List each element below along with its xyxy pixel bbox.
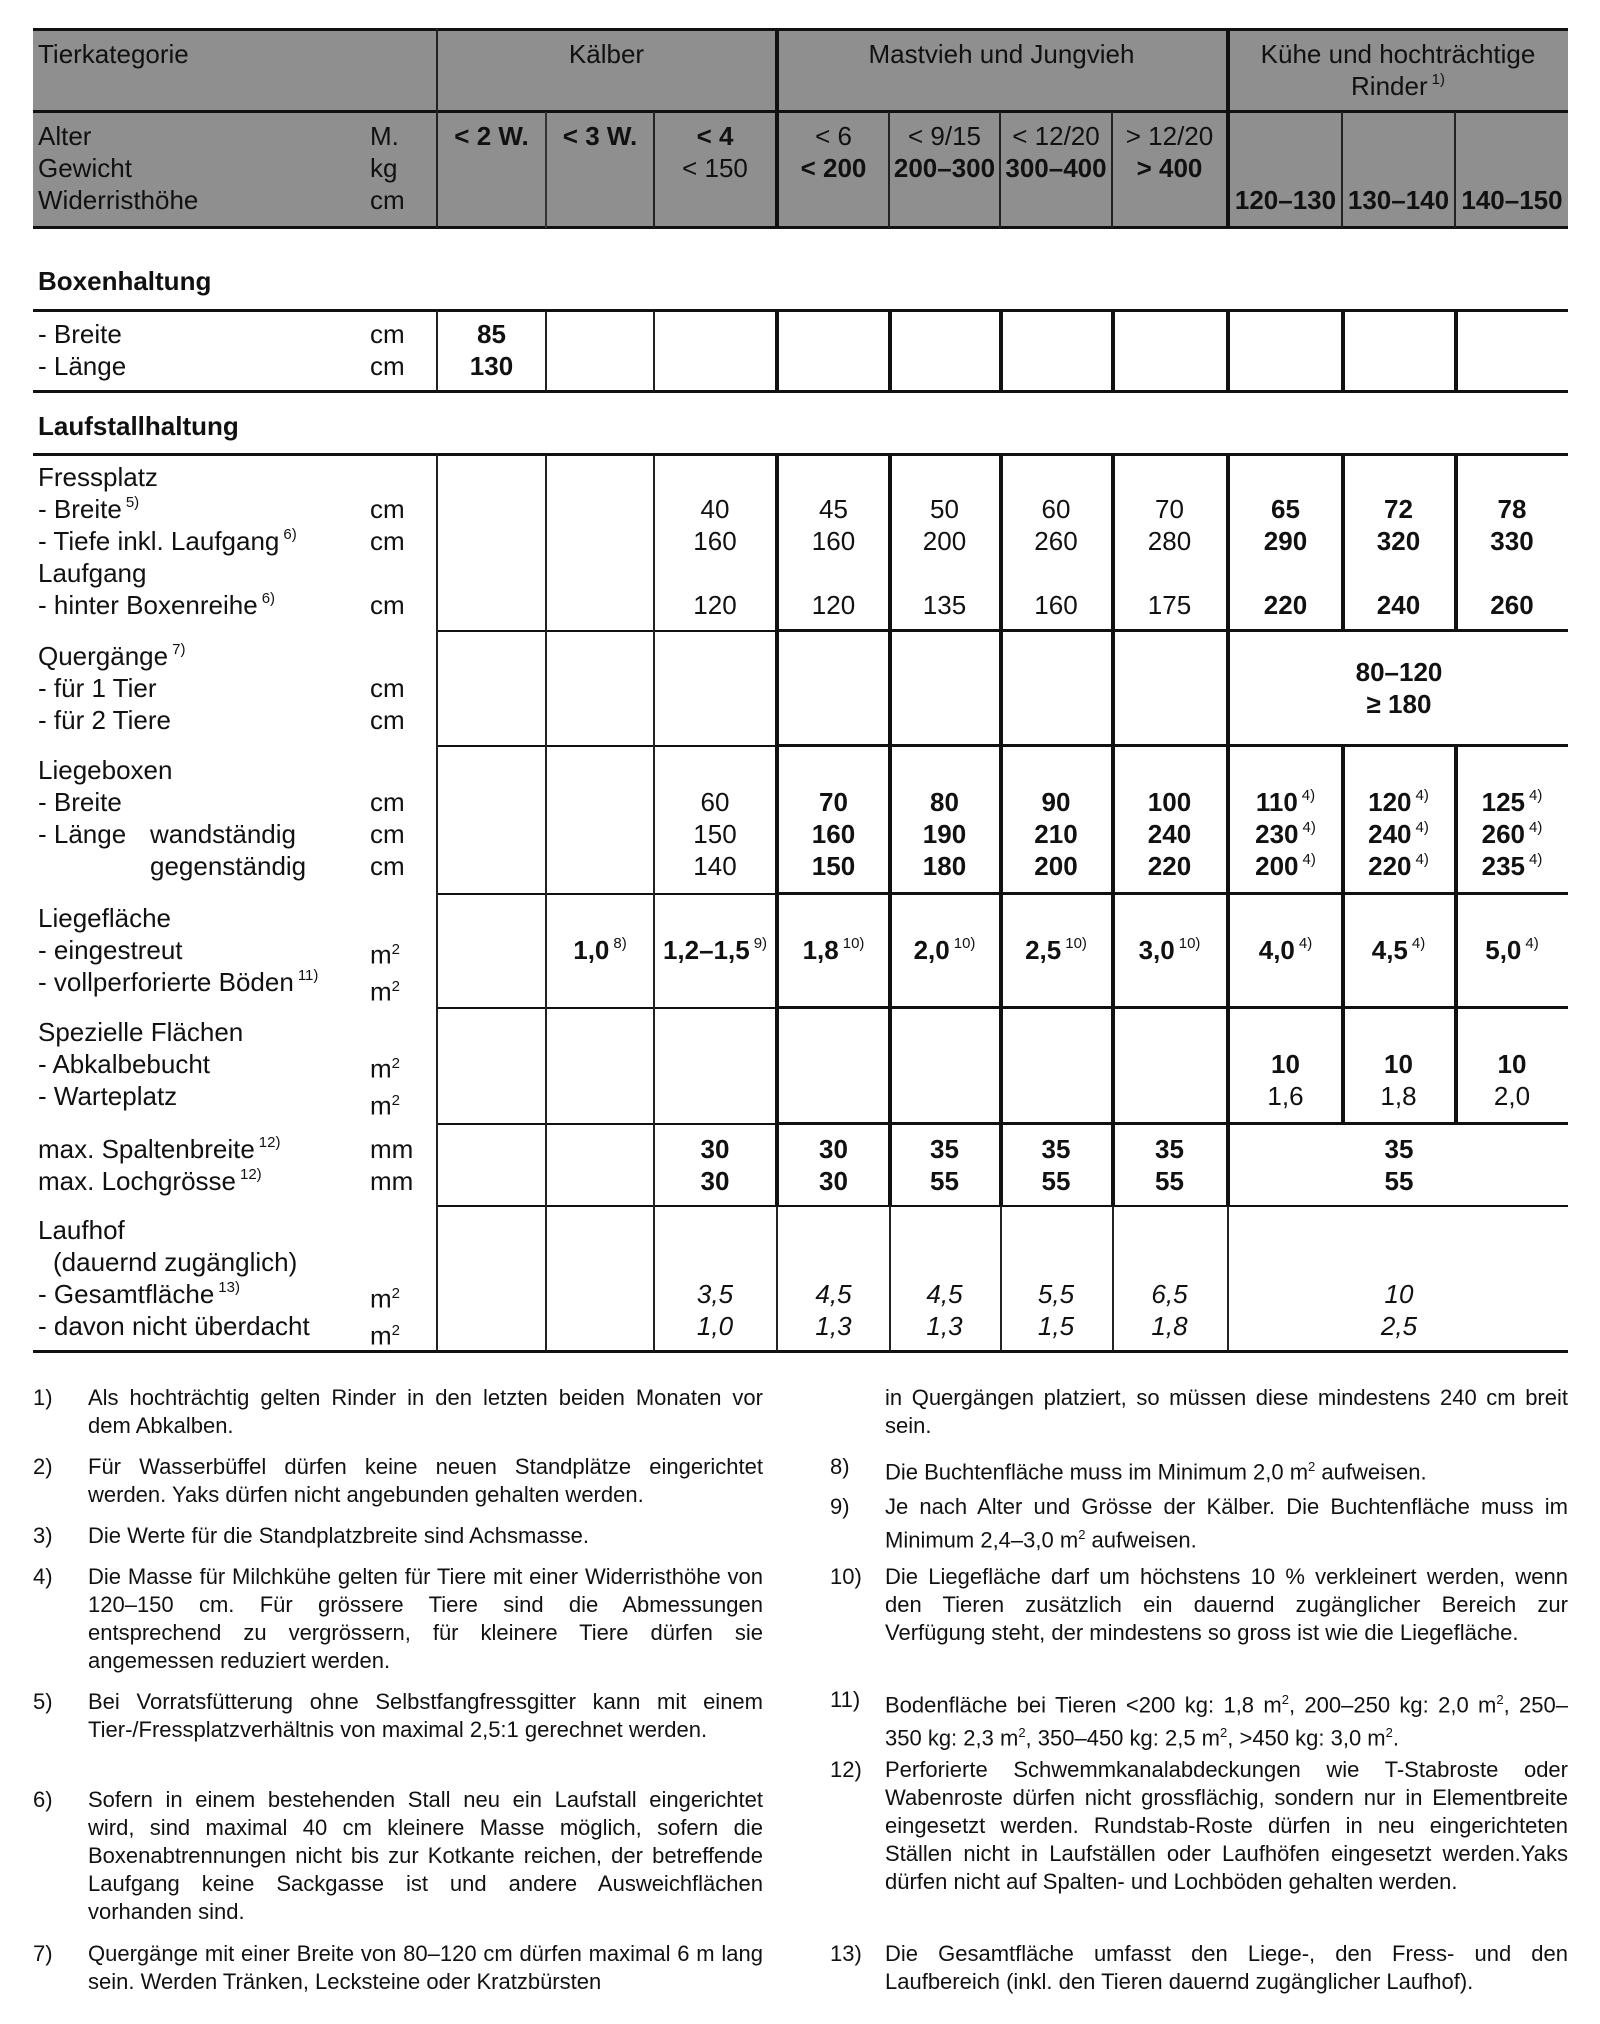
header-col-4: < 6 < 200 [800,121,867,183]
section-laufstallhaltung: Laufstallhaltung [38,411,239,441]
header-row-labels: Alter Gewicht Widerristhöhe [38,121,199,215]
fressplatz-labels: Fressplatz - Breite $^{5)}$ - Tiefe inkl. Laufgang $^{6)}$ Laufgang - hinter Boxenreihe $^{6)}$ [38,462,297,620]
laufhof-col-7: 6,5 1,8 [1151,1279,1188,1341]
laufhof-col-6: 5,5 1,5 [1037,1279,1075,1341]
fressplatz-col-3: 40 160 120 [693,494,737,620]
quergaenge-kuehe-values: 80–120 ≥ 180 [1355,657,1443,719]
spalten-units: mm mm [370,1134,414,1196]
header-col-9: 130–140 [1347,185,1450,215]
header-col-6: < 12/20 300–400 [1005,121,1107,183]
spezielle-units: $m^2$ $m^2$ [370,1053,401,1121]
header-bottom-border [33,226,1568,229]
spalten-col-7: 35 55 [1155,1134,1184,1196]
liegeflaeche-labels: Liegefläche - eingestreut - vollperforierte Böden $^{11)}$ [38,903,319,997]
boxen-divider [888,311,892,391]
laufhof-col-3: 3,5 1,0 [696,1279,734,1341]
header-col-7: > 12/20 > 400 [1125,121,1214,183]
header-col-1: < 2 W. [454,121,529,151]
spalten-labels: max. Spaltenbreite $^{12)}$ max. Lochgrösse $^{12)}$ [38,1134,281,1196]
liegeboxen-col-5: 80 190 180 [922,787,967,881]
footnote-13: 13) Die Gesamtfläche umfasst den Liege-, den Fress- und den Laufbereich (inkl. den Tieren dauernd zugänglicher Laufhof). [830,1941,1568,1994]
liegeboxen-col-6: 90 210 200 [1034,787,1078,881]
liegeboxen-units: cm cm cm [370,787,405,881]
spezielle-col-10: 10 2,0 [1493,1049,1531,1111]
fressplatz-col-10: 78 330 260 [1490,494,1534,620]
header-col-3: < 4 < 150 [682,121,748,183]
header-top-border [33,28,1568,31]
header-col-5: < 9/15 200–300 [893,121,996,183]
spalten-col-5: 35 55 [930,1134,959,1196]
liegeboxen-col-4: 70 160 150 [811,787,856,881]
fressplatz-col-6: 60 260 160 [1034,494,1078,620]
row-separator [437,893,777,895]
group-mastvieh: Mastvieh und Jungvieh [868,39,1135,69]
row-separator [777,1122,1568,1125]
laufhof-units: $m^2$ $m^2$ [370,1283,401,1351]
col-divider [776,1206,778,1351]
liegeboxen-col-9: 120 $^{4)}$ 240 $^{4)}$ 220 $^{4)}$ [1368,787,1429,881]
liegeflaeche-col-3: 1,2–1,5 $^{9)}$ [662,935,768,965]
liegeflaeche-col-8: 4,0 $^{4)}$ [1258,935,1313,965]
boxen-divider [545,311,547,391]
row-separator [777,744,1568,747]
spalten-kuehe: 35 55 [1384,1134,1414,1196]
row-separator [777,892,1568,895]
header-col-10: 140–150 [1461,185,1563,215]
spalten-col-6: 35 55 [1041,1134,1071,1196]
group-kaelber: Kälber [568,39,645,69]
row-separator [777,629,1568,632]
section-boxenhaltung: Boxenhaltung [38,266,212,296]
boxen-values-col-1: 85 130 [469,319,514,381]
spalten-col-3: 30 30 [700,1134,730,1196]
liegeflaeche-col-5: 2,0 $^{10)}$ [913,935,976,965]
liegeflaeche-col-4: 1,8 $^{10)}$ [802,935,865,965]
footnote-2: 2) Für Wasserbüffel dürfen keine neuen Standplätze eingerichtet werden. Yaks dürfen nicht angebunden gehalten werden. [33,1454,763,1507]
boxen-divider [1111,311,1115,391]
boxen-row-labels: - Breite - Länge [38,319,127,381]
liegeflaeche-col-6: 2,5 $^{10)}$ [1025,935,1087,965]
row-separator [777,1006,1568,1009]
liegeboxen-col-7: 100 240 220 [1147,787,1192,881]
boxen-row-units: cm cm [370,319,405,381]
row-separator [437,1123,777,1125]
lauf-bottom-border [33,1350,1568,1353]
boxen-divider [1341,311,1345,391]
liegeboxen-col-3: 60 150 140 [693,787,737,881]
boxen-bottom-border [33,390,1568,393]
col-divider [436,455,438,1351]
spezielle-col-9: 10 1,8 [1380,1049,1417,1111]
quergaenge-labels: Quergänge $^{7)}$ - für 1 Tier - für 2 Tiere [38,641,186,735]
spezielle-labels: Spezielle Flächen - Abkalbebucht - Warteplatz [38,1017,244,1111]
group-kuehe: Kühe und hochträchtige Rinder $^{1)}$ [1260,39,1536,101]
laufhof-col-4: 4,5 1,3 [815,1279,852,1341]
liegeboxen-col-10: 125 $^{4)}$ 260 $^{4)}$ 235 $^{4)}$ [1481,787,1543,881]
footnote-8: 8) Die Buchtenfläche muss im Minimum 2,0 $m^2$ aufweisen. [830,1454,1427,1485]
fressplatz-units: cm cm cm [370,494,405,620]
header-row-units: M. kg cm [370,121,405,215]
boxen-top-border [33,309,1568,312]
footnote-11: 11) Bodenfläche bei Tieren <200 kg: 1,8 $m^2$, 200–250 kg: 2,0 $m^2$, 250–350 kg: 2,3 $m^2$, 350–450 kg: 2,5 $m^2$, >450 kg: 3,0 $m^2$. [830,1687,1568,1751]
footnote-1: 1) Als hochträchtig gelten Rinder in den letzten beiden Monaten vor dem Abkalben. [33,1385,763,1438]
footnote-12: 12) Perforierte Schwemmkanalabdeckungen wie T-Stabroste oder Wabenroste dürfen nicht grossflächig, sondern nur in Elementbreite eingesetzt werden. Rundstab-Roste dürfen in neu eingerichteten Ställen nicht in Laufställen oder Laufhöfen eingesetzt werden.Yaks dürfen nicht auf Spalten- und Lochböden gehalten werden. [830,1757,1568,1894]
tierkategorie-label: Tierkategorie [38,39,189,69]
laufhof-col-5: 4,5 1,3 [926,1279,963,1341]
footnote-4: 4) Die Masse für Milchkühe gelten für Tiere mit einer Widerristhöhe von 120–150 cm. Für grössere Tiere sind die Abmessungen entsprechend zu vergrössern, für kleinere Tiere dürfen sie angemessen reduziert werden. [33,1564,763,1673]
header-col-8: 120–130 [1234,185,1337,215]
spezielle-col-8: 10 1,6 [1267,1049,1304,1111]
spalten-col-4: 30 30 [819,1134,848,1196]
laufhof-kuehe: 10 2,5 [1380,1279,1418,1341]
col-divider [1227,1206,1229,1351]
footnote-5: 5) Bei Vorratsfütterung ohne Selbstfangfressgitter kann mit einem Tier-/Fressplatzverhältnis von maximal 2,5:1 gerechnet werden. [33,1689,763,1742]
liegeboxen-sublabels: wandständig gegenständig [150,819,307,881]
liegeflaeche-col-2: 1,0 $^{8)}$ [573,935,627,965]
liegeflaeche-units: $m^2$ $m^2$ [370,939,401,1007]
footnote-3: 3) Die Werte für die Standplatzbreite sind Achsmasse. [33,1523,589,1548]
boxen-divider [1226,311,1230,391]
fressplatz-col-9: 72 320 240 [1376,494,1421,620]
footnote-10: 10) Die Liegefläche darf um höchstens 10 % verkleinert werden, wenn den Tieren zusätzlich ein dauernd zugänglicher Bereich zur Verfügung steht, der mindestens so gross ist wie die Liegefläche. [830,1564,1568,1645]
fressplatz-col-5: 50 200 135 [922,494,967,620]
laufhof-labels: Laufhof (dauernd zugänglich) - Gesamtfläche $^{13)}$ - davon nicht überdacht [38,1215,310,1341]
liegeflaeche-col-9: 4,5 $^{4)}$ [1371,935,1426,965]
header-mid-border [33,110,1568,113]
row-separator [437,1007,777,1009]
footnote-6: 6) Sofern in einem bestehenden Stall neu ein Laufstall eingerichtet wird, sind maximal 40 cm kleinere Masse möglich, sofern die Boxenabtrennungen nicht bis zur Kotkante reichen, der betreffende Laufgang keine Sackgasse ist und andere Ausweichflächen vorhanden sind. [33,1787,763,1924]
footnote-7: 7) Quergänge mit einer Breite von 80–120 cm dürfen maximal 6 m lang sein. Werden Tränken, Lecksteine oder Kratzbürsten [33,1941,763,1994]
boxen-divider [775,311,779,391]
boxen-divider [1454,311,1458,391]
liegeflaeche-col-10: 5,0 $^{4)}$ [1485,935,1539,965]
header-col-2: < 3 W. [562,121,638,151]
row-separator [437,745,777,747]
row-separator [437,630,777,632]
liegeflaeche-col-7: 3,0 $^{10)}$ [1138,935,1201,965]
liegeboxen-col-8: 110 $^{4)}$ 230 $^{4)}$ 200 $^{4)}$ [1255,787,1316,881]
quergaenge-units: cm cm [370,673,405,735]
col-divider [545,455,547,1351]
fressplatz-col-8: 65 290 220 [1263,494,1308,620]
boxen-divider [653,311,655,391]
lauf-top-border [33,453,1568,456]
fressplatz-col-4: 45 160 120 [811,494,856,620]
liegeboxen-labels: Liegeboxen - Breite - Länge [38,755,173,849]
fressplatz-col-7: 70 280 175 [1147,494,1192,620]
boxen-divider [999,311,1003,391]
footnote-7-continued: in Quergängen platziert, so müssen diese mindestens 240 cm breit sein. [885,1385,1568,1438]
footnote-9: 9) Je nach Alter und Grösse der Kälber. Die Buchtenfläche muss im Minimum 2,4–3,0 $m^2$ aufweisen. [830,1494,1568,1553]
